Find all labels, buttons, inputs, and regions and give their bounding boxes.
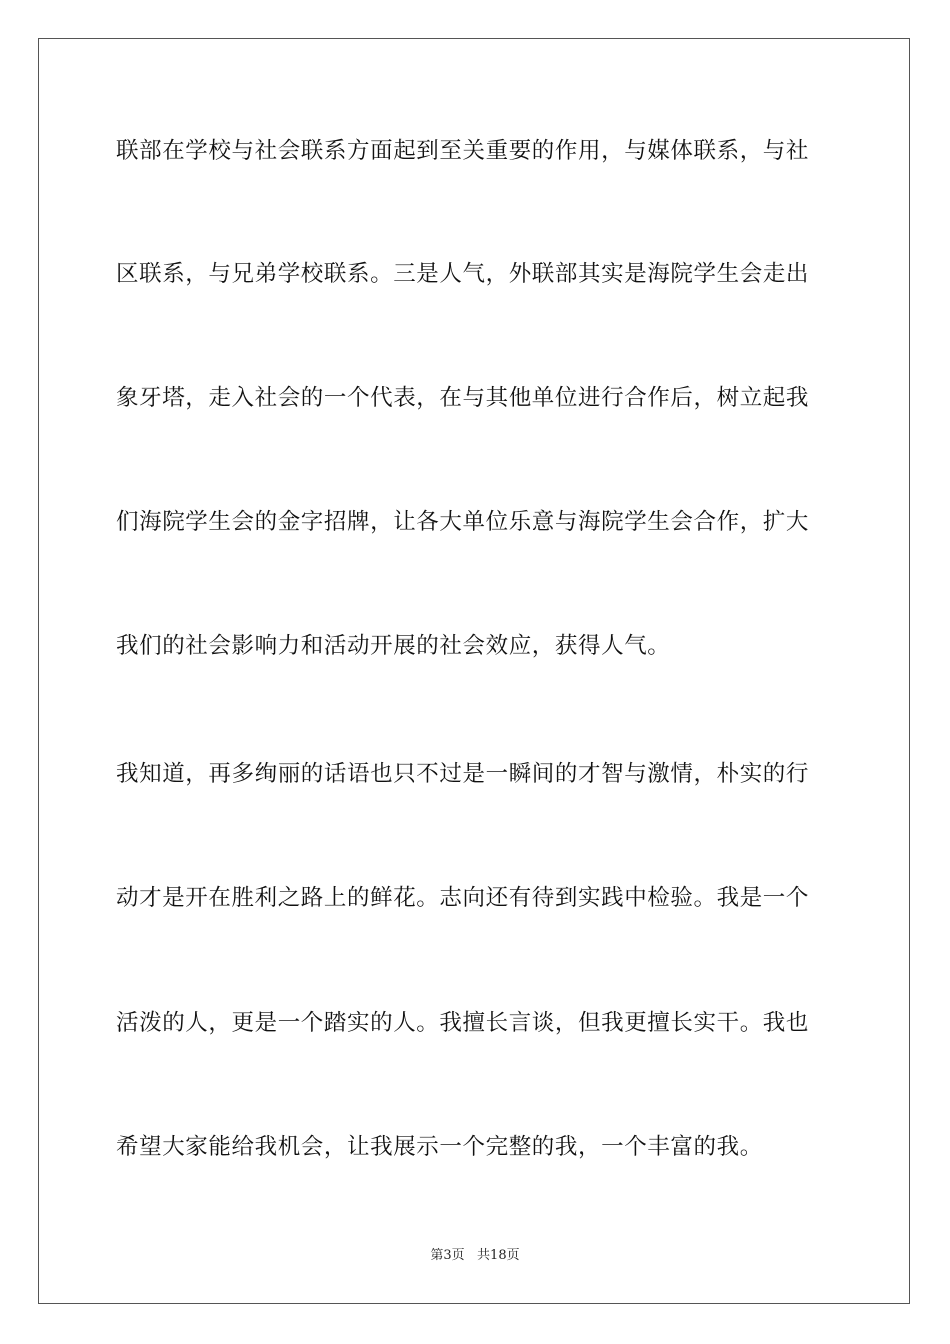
text-line: 联部在学校与社会联系方面起到至关重要的作用，与媒体联系，与社 xyxy=(116,138,810,164)
text-line: 区联系，与兄弟学校联系。三是人气，外联部其实是海院学生会走出 xyxy=(116,261,810,287)
text-line: 们海院学生会的金字招牌，让各大单位乐意与海院学生会合作，扩大 xyxy=(116,509,810,535)
text-line: 希望大家能给我机会，让我展示一个完整的我，一个丰富的我。 xyxy=(116,1134,763,1160)
page-number-footer: 第3页 共18页 xyxy=(430,1248,520,1263)
text-line: 象牙塔，走入社会的一个代表，在与其他单位进行合作后，树立起我 xyxy=(116,385,810,411)
text-line: 我们的社会影响力和活动开展的社会效应，获得人气。 xyxy=(116,633,671,659)
text-line: 我知道，再多绚丽的话语也只不过是一瞬间的才智与激情，朴实的行 xyxy=(116,761,810,787)
text-line: 动才是开在胜利之路上的鲜花。志向还有待到实践中检验。我是一个 xyxy=(116,885,810,911)
text-line: 活泼的人，更是一个踏实的人。我擅长言谈，但我更擅长实干。我也 xyxy=(116,1010,810,1036)
page-border xyxy=(38,38,910,1304)
